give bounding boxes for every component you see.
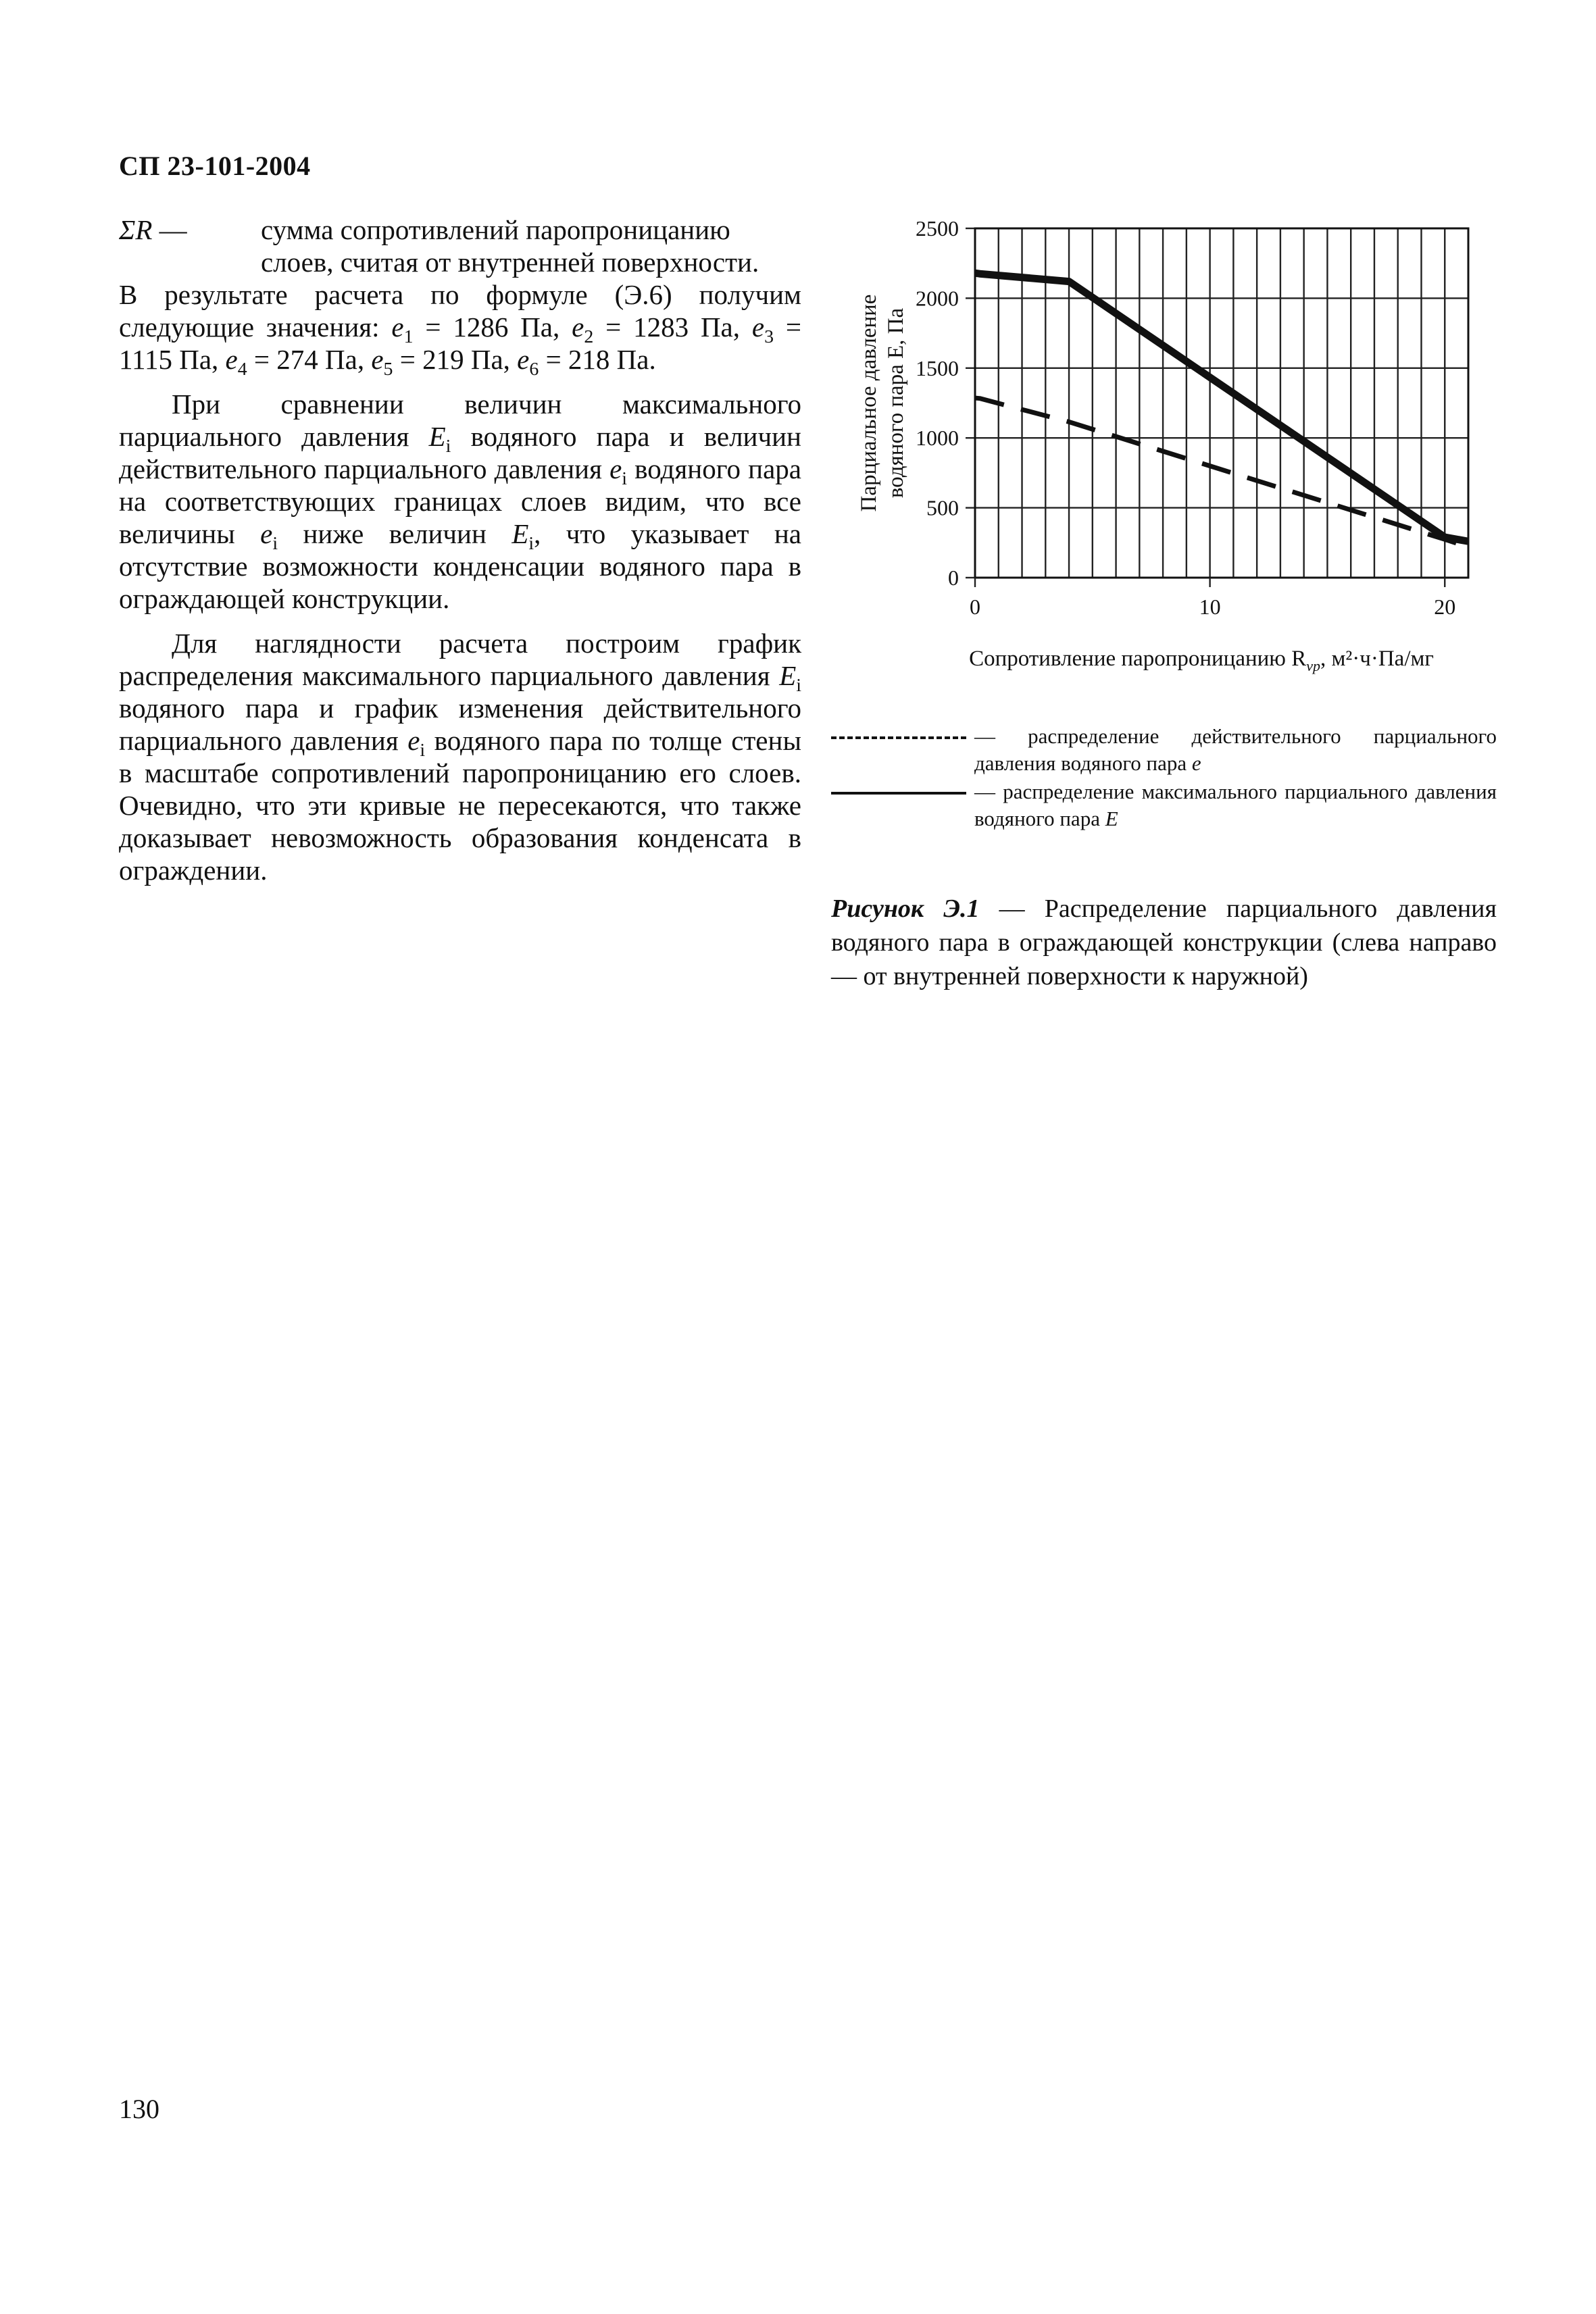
value-span: = 1115 Па, [119, 311, 801, 375]
x-tick-label: 10 [1199, 595, 1221, 619]
page-number: 130 [119, 2094, 159, 2124]
legend-label: — распределение максимального парциального давления водяного пара [974, 780, 1497, 830]
x-tick-label: 0 [970, 595, 980, 619]
series-line-e [975, 398, 1468, 547]
paragraph-gap [119, 376, 801, 388]
value-span: = 274 Па, [247, 344, 372, 375]
symbol-e: e [260, 518, 273, 549]
paragraph-comparison [119, 388, 801, 615]
subscript: i [445, 436, 451, 457]
left-column [119, 213, 801, 886]
subscript: 4 [237, 359, 247, 380]
x-axis-label: Сопротивление паропроницанию $R_{vp}$, м²·ч·Па/мг [969, 647, 1434, 674]
value-span: = 1283 Па, [593, 311, 752, 343]
symbol-e: e [517, 344, 530, 375]
symbol-e: e [371, 344, 384, 375]
subscript: 2 [584, 326, 594, 348]
y-tick-label: 1500 [916, 355, 959, 380]
symbol-e: e [751, 311, 765, 343]
symbol-E: E [428, 421, 446, 452]
subscript: i [272, 533, 278, 555]
y-axis-label-line2: водяного пара E, Па [884, 307, 908, 499]
caption-label: Рисунок Э.1 [831, 895, 980, 923]
y-tick-label: 1000 [916, 426, 959, 451]
symbol-E: E [779, 660, 797, 691]
symbol-e: e [407, 725, 420, 756]
y-tick-label: 2000 [916, 286, 959, 311]
legend-symbol: E [1105, 807, 1118, 830]
definition-row [119, 213, 801, 278]
legend-item-dashed [831, 723, 1497, 777]
chart-legend [831, 723, 1497, 834]
dashed-line-swatch [831, 723, 966, 750]
series-line-E [975, 273, 1468, 541]
text-span: В результате расчета по формуле (Э.6) получим следующие значения: [119, 279, 801, 343]
text-span: водяного пара на соответствующих границах слоев видим, что все величины [119, 453, 801, 549]
definition-term [119, 213, 261, 246]
solid-line-swatch [831, 778, 966, 805]
value-span: = 219 Па, [393, 344, 518, 375]
subscript: 3 [764, 326, 774, 348]
definition-dash: — [152, 214, 187, 245]
text-span: водяного пара и график изменения действительного парциального давления [119, 693, 801, 756]
legend-text [974, 723, 1497, 777]
paragraph-graph [119, 627, 801, 886]
text-span: Для наглядности расчета построим график распределения максимального парциального давления [119, 628, 801, 691]
definition-text: сумма сопротивлений паропроницанию слоев, считая от внутренней поверхности. [261, 214, 759, 278]
value-span: = 1286 Па, [413, 311, 572, 343]
legend-label: — распределение действительного парциального давления водяного пара [974, 724, 1497, 775]
paragraph-gap [119, 615, 801, 627]
subscript: 5 [383, 359, 393, 380]
document-header: СП 23-101-2004 [119, 151, 311, 181]
text-span: При сравнении величин максимального парциального давления [119, 388, 801, 452]
legend-text [974, 778, 1497, 832]
symbol-e: e [572, 311, 584, 343]
y-tick-label: 0 [948, 565, 959, 590]
y-tick-label: 2500 [916, 216, 959, 241]
text-span: водяного пара и величин действительного парциального давления [119, 421, 801, 484]
subscript: 1 [403, 326, 414, 348]
subscript: i [622, 468, 628, 490]
x-tick-label: 20 [1434, 595, 1456, 619]
legend-item-solid [831, 778, 1497, 832]
value-span: = 218 Па. [539, 344, 656, 375]
figure-caption [831, 892, 1497, 993]
pressure-chart [831, 209, 1507, 696]
subscript: i [420, 740, 426, 761]
text-span: водяного пара по толще стены в масштабе сопротивлений паропроницанию его слоев. Очевидно, что эти кривые не пересекаются, что также доказывает невозможность образования конденсата в ограждении. [119, 725, 801, 886]
symbol-e: e [609, 453, 622, 484]
caption-text: — Распределение парциального давления водяного пара в ограждающей конструкции (слева направо — от внутренней поверхности к наружной) [831, 895, 1497, 990]
subscript: i [528, 533, 534, 555]
text-span: ниже величин [278, 518, 512, 549]
subscript: 6 [529, 359, 539, 380]
symbol-e: e [225, 344, 238, 375]
y-tick-label: 500 [926, 495, 959, 520]
paragraph-results [119, 278, 801, 380]
symbol-E: E [512, 518, 529, 549]
text-span: , что указывает на отсутствие возможности конденсации водяного пара в ограждающей конструкции. [119, 518, 801, 614]
symbol-e: e [391, 311, 404, 343]
y-axis-label-line1: Парциальное давление [857, 294, 881, 512]
legend-symbol: e [1191, 751, 1201, 775]
subscript: i [796, 675, 801, 697]
sum-symbol: ΣR [119, 214, 153, 245]
